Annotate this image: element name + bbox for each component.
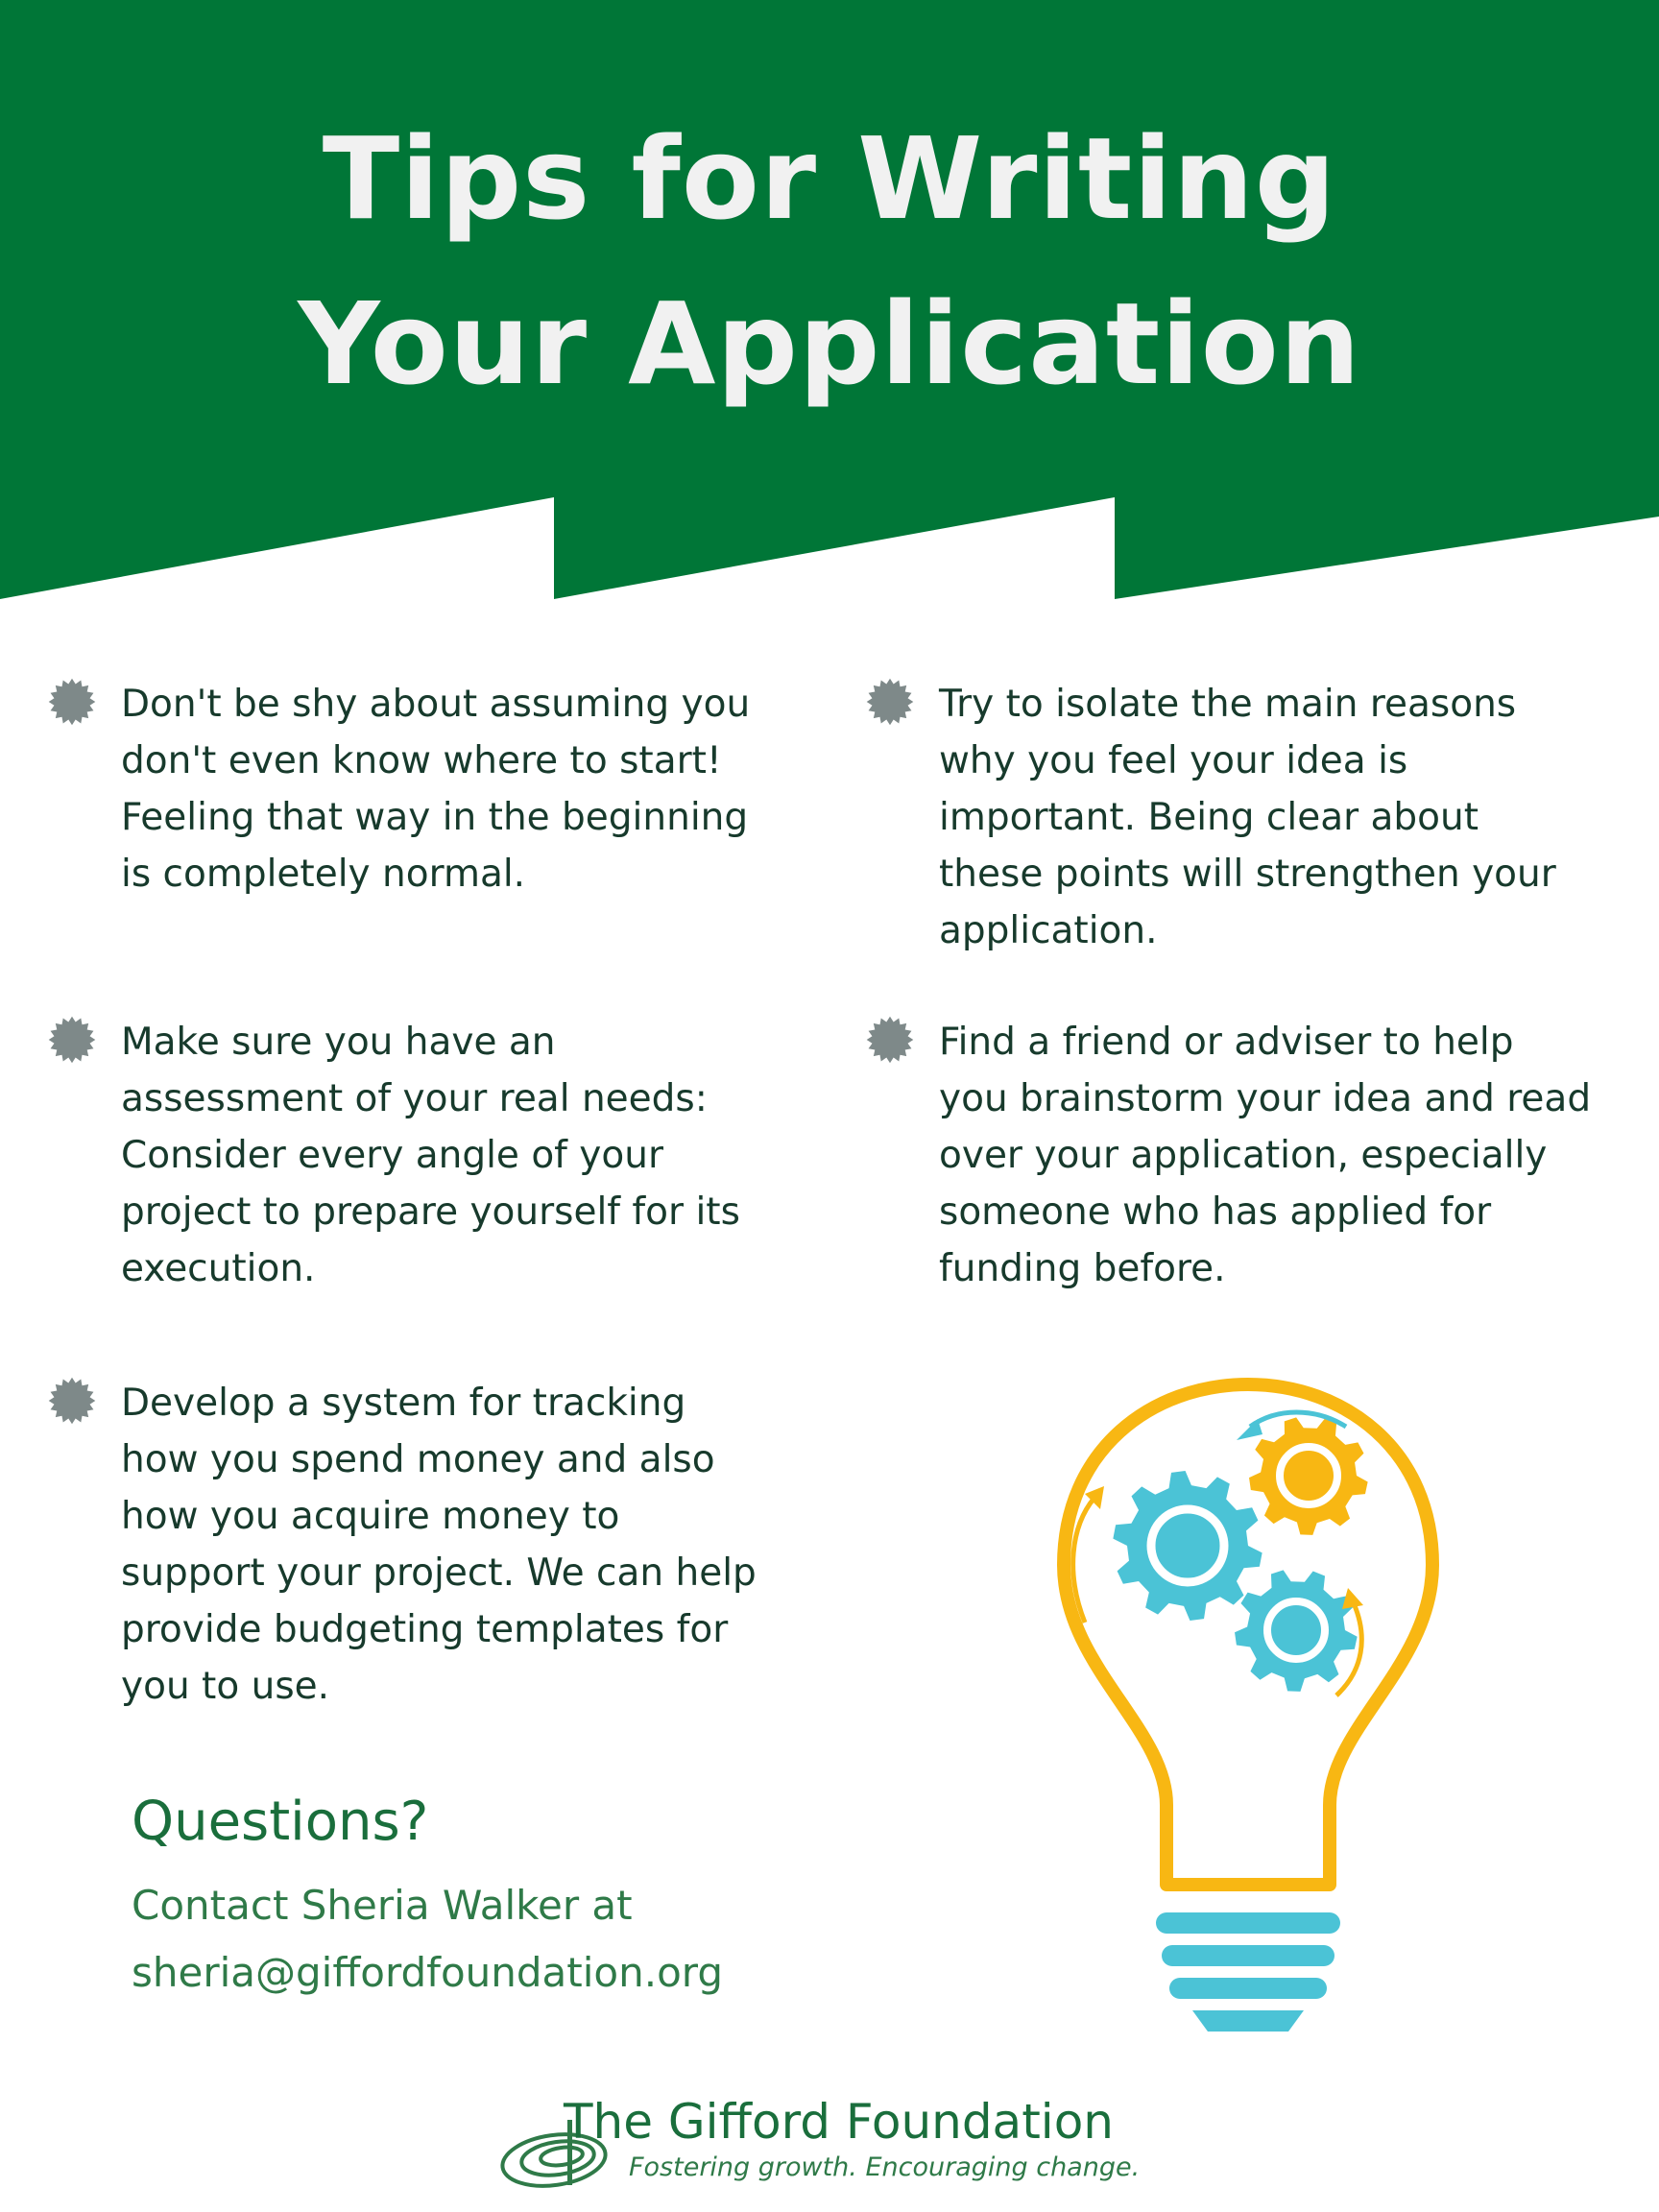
- tip-text: Find a friend or adviser to help you brainstorm your idea and read over your application, especially someone who has applied for funding before.: [939, 1021, 1592, 1290]
- organization-tagline: Fostering growth. Encouraging change.: [629, 2152, 1141, 2182]
- title-line-2: Your Application: [298, 277, 1361, 410]
- bulb-base-ring: [1169, 1978, 1327, 1999]
- contact-name-line: Contact Sheria Walker at: [132, 1882, 633, 1929]
- arrow-top-head: [1237, 1419, 1262, 1440]
- contact-email[interactable]: sheria@giffordfoundation.org: [132, 1949, 723, 1996]
- bulb-base-tip: [1192, 2010, 1304, 2032]
- bulb-base-ring: [1162, 1945, 1334, 1966]
- gear-small-orange: [1249, 1417, 1368, 1535]
- gear-badge-icon: [864, 676, 916, 728]
- gear-badge-icon: [46, 1014, 98, 1066]
- bulb-base-ring: [1156, 1912, 1340, 1934]
- tip-text: Make sure you have an assessment of your real needs: Consider every angle of your project to prepare yourself for its execution.: [121, 1021, 740, 1290]
- questions-heading: Questions?: [132, 1791, 429, 1853]
- organization-name: The Gifford Foundation: [564, 2094, 1114, 2150]
- page-title: [0, 96, 1659, 426]
- gear-badge-icon: [46, 1375, 98, 1427]
- gear-large: [1113, 1471, 1262, 1621]
- gear-small-blue: [1235, 1570, 1358, 1691]
- footer-logo: [494, 2091, 1166, 2197]
- tip-text: Develop a system for tracking how you spend money and also how you acquire money to support your project. We can help provide budgeting templates for you to use.: [121, 1382, 757, 1708]
- gear-badge-icon: [46, 676, 98, 728]
- gear-badge-icon: [864, 1014, 916, 1066]
- tip-text: Don't be shy about assuming you don't even know where to start! Feeling that way in the beginning is completely normal.: [121, 683, 751, 896]
- title-line-1: Tips for Writing: [322, 112, 1337, 245]
- lightbulb-gears-icon: [1037, 1373, 1459, 2045]
- arrow-right-head: [1342, 1588, 1363, 1609]
- tip-text: Try to isolate the main reasons why you feel your idea is important. Being clear about these points will strengthen your application.: [939, 683, 1556, 952]
